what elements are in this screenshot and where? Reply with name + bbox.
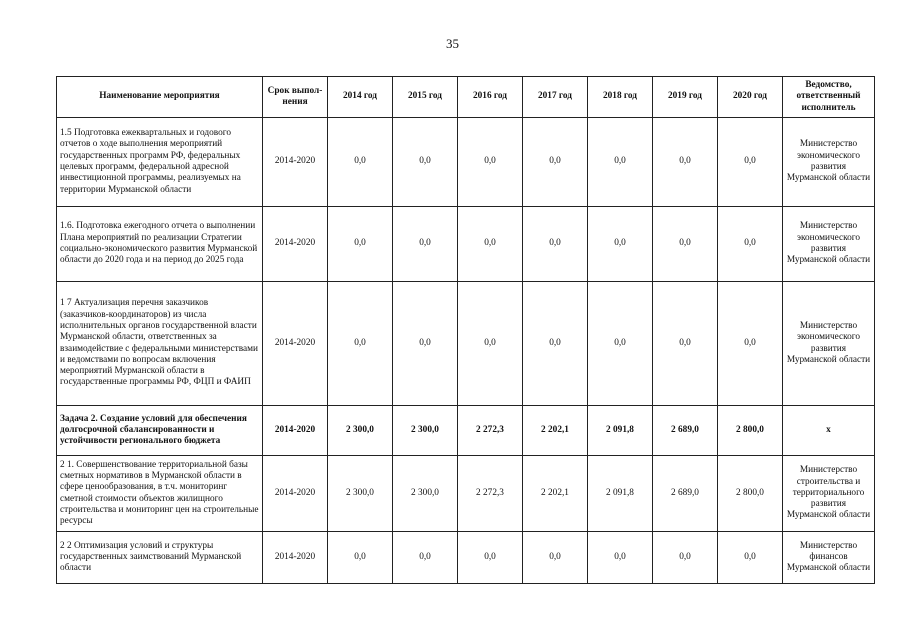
task-term: 2014-2020 — [263, 406, 328, 456]
value-2016: 2 272,3 — [458, 406, 523, 456]
value-2017: 2 202,1 — [523, 406, 588, 456]
value-2020: 0,0 — [718, 118, 783, 207]
measure-name: 2 2 Оптимизация условий и структуры государственных заимствований Мурманской области — [57, 532, 263, 584]
table-row — [57, 118, 875, 207]
table-row — [57, 207, 875, 282]
header-executor: Ведомство, ответственный исполнитель — [783, 77, 875, 118]
value-2014: 0,0 — [328, 207, 393, 282]
value-2015: 2 300,0 — [393, 406, 458, 456]
value-2020: 2 800,0 — [718, 456, 783, 532]
value-2018: 2 091,8 — [588, 406, 653, 456]
measure-term: 2014-2020 — [263, 282, 328, 406]
value-2016: 0,0 — [458, 532, 523, 584]
value-2016: 0,0 — [458, 282, 523, 406]
measure-name: 1 7 Актуализация перечня заказчиков (заказчиков-координаторов) из числа исполнительных органов государственной власти Мурманской области, ответственных за взаимодействие с федеральными министерствами и ведомствами по вопросам включения мероприятий Мурманской области в государственные программы РФ, ФЦП и ФАИП — [57, 282, 263, 406]
measure-name: 2 1. Совершенствование территориальной базы сметных нормативов в Мурманской области в сфере ценообразования, в т.ч. мониторинг сметной стоимости объектов жилищного строительства и мониторинг цен на строительные ресурсы — [57, 456, 263, 532]
value-2020: 2 800,0 — [718, 406, 783, 456]
header-term: Срок выпол-нения — [263, 77, 328, 118]
executor: Министерство строительства и территориального развития Мурманской области — [783, 456, 875, 532]
header-year-2017: 2017 год — [523, 77, 588, 118]
value-2015: 0,0 — [393, 207, 458, 282]
header-year-2018: 2018 год — [588, 77, 653, 118]
task-row — [57, 406, 875, 456]
header-name: Наименование мероприятия — [57, 77, 263, 118]
value-2016: 2 272,3 — [458, 456, 523, 532]
value-2020: 0,0 — [718, 532, 783, 584]
value-2017: 0,0 — [523, 282, 588, 406]
value-2014: 0,0 — [328, 282, 393, 406]
table-row — [57, 532, 875, 584]
table-header-row — [57, 77, 875, 118]
header-year-2020: 2020 год — [718, 77, 783, 118]
value-2018: 0,0 — [588, 207, 653, 282]
page-number: 35 — [446, 36, 459, 51]
header-year-2015: 2015 год — [393, 77, 458, 118]
value-2014: 0,0 — [328, 118, 393, 207]
value-2020: 0,0 — [718, 282, 783, 406]
value-2019: 2 689,0 — [653, 406, 718, 456]
value-2019: 0,0 — [653, 118, 718, 207]
value-2018: 0,0 — [588, 282, 653, 406]
header-year-2016: 2016 год — [458, 77, 523, 118]
executor: Министерство финансов Мурманской области — [783, 532, 875, 584]
executor: Министерство экономического развития Мурманской области — [783, 118, 875, 207]
value-2015: 2 300,0 — [393, 456, 458, 532]
measure-term: 2014-2020 — [263, 532, 328, 584]
value-2014: 2 300,0 — [328, 406, 393, 456]
measure-term: 2014-2020 — [263, 456, 328, 532]
value-2019: 0,0 — [653, 282, 718, 406]
value-2015: 0,0 — [393, 282, 458, 406]
value-2019: 0,0 — [653, 207, 718, 282]
value-2017: 0,0 — [523, 118, 588, 207]
measure-term: 2014-2020 — [263, 207, 328, 282]
value-2017: 0,0 — [523, 532, 588, 584]
measures-table — [56, 76, 875, 584]
value-2020: 0,0 — [718, 207, 783, 282]
value-2016: 0,0 — [458, 207, 523, 282]
task-name: Задача 2. Создание условий для обеспечения долгосрочной сбалансированности и устойчивости регионального бюджета — [57, 406, 263, 456]
value-2018: 2 091,8 — [588, 456, 653, 532]
value-2015: 0,0 — [393, 118, 458, 207]
header-year-2014: 2014 год — [328, 77, 393, 118]
header-year-2019: 2019 год — [653, 77, 718, 118]
measure-name: 1.5 Подготовка ежеквартальных и годового отчетов о ходе выполнения мероприятий государственных программ РФ, федеральных целевых программ, федеральной адресной инвестиционной программы, реализуемых на территории Мурманской области — [57, 118, 263, 207]
value-2016: 0,0 — [458, 118, 523, 207]
value-2017: 2 202,1 — [523, 456, 588, 532]
table-row — [57, 456, 875, 532]
executor: х — [783, 406, 875, 456]
value-2017: 0,0 — [523, 207, 588, 282]
value-2014: 2 300,0 — [328, 456, 393, 532]
value-2018: 0,0 — [588, 118, 653, 207]
measure-name: 1.6. Подготовка ежегодного отчета о выполнении Плана мероприятий по реализации Стратегии социально-экономического развития Мурманской области до 2020 года и на период до 2025 года — [57, 207, 263, 282]
value-2019: 2 689,0 — [653, 456, 718, 532]
table-row — [57, 282, 875, 406]
value-2018: 0,0 — [588, 532, 653, 584]
executor: Министерство экономического развития Мурманской области — [783, 282, 875, 406]
value-2015: 0,0 — [393, 532, 458, 584]
executor: Министерство экономического развития Мурманской области — [783, 207, 875, 282]
value-2014: 0,0 — [328, 532, 393, 584]
measure-term: 2014-2020 — [263, 118, 328, 207]
value-2019: 0,0 — [653, 532, 718, 584]
